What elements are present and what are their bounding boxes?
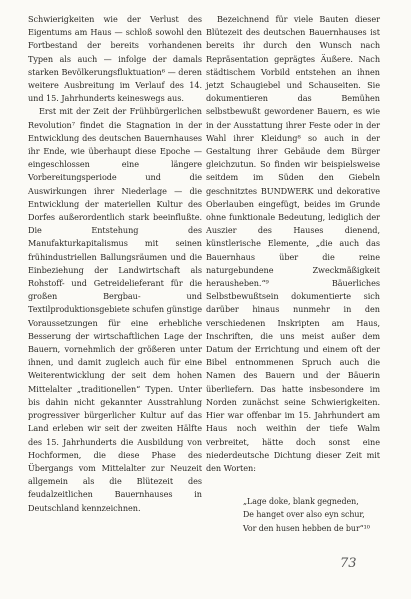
verse-line: „Lage doke, blank gegneden, [243,497,359,507]
paragraph: Bezeichnend für viele Bauten dieser Blütezeit des deutschen Bauernhauses ist bereits ihr durch den Wunsch nach Repräsentation geprägtes Äußere. Nach städtischem Vorbild entstehen an ihnen jetzt Schaugiebel und Schauseiten. Sie dokumentieren das Bemühen selbstbewußt gewordener Bauern, es wie in der Ausstattung ihrer Feste oder in der Wahl ihrer Kleidung⁸ so auch in der Gestaltung ihrer Gebäude dem Bürger gleichzutun. So finden wir beispielsweise seitdem im Süden den Giebeln geschnitztes BUNDWERK und dekorative Oberlauben eingefügt, beides im Grunde ohne funktionale Bedeutung, lediglich der Auszier des Hauses dienend, künstlerische Elemente, „die auch das Bauernhaus über die reine naturgebundene Zweckmäßigkeit herausheben.“⁹ Bäuerliches Selbstbewußtsein dokumentierte sich darüber hinaus nunmehr in den verschiedenen Inskripten am Haus, Inschriften, die uns meist außer dem Datum der Errichtung und einem oft der Bibel entnommenen Spruch auch die Namen des Bauern und der Bäuerin überliefern. Das hatte insbesondere im Norden zunächst seine Schwierigkeiten. Hier war offenbar im 15. Jahrhundert am Haus noch weithin der tiefe Walm verbreitet, hätte doch sonst eine niederdeutsche Dichtung dieser Zeit mit den Worten: [206,14,380,473]
left-column [28,13,202,515]
paragraph: Schwierigkeiten wie der Verlust des Eigentums am Haus — schloß sowohl den Fortbestand der bereits vorhandenen Typen als auch — infolge der damals starken Bevölkerungsfluktuation⁶ — deren weitere Ausbreitung im Verlauf des 14. und 15. Jahrhunderts keineswegs aus. [28,14,202,104]
right-column [206,13,380,535]
verse-quote [243,495,380,535]
verse-line: Vor den husen hebben de bur“¹⁰ [243,523,370,533]
page-number: 73 [340,556,357,571]
verse-line: De hanget over also eyn schur, [243,510,365,520]
paragraph: Erst mit der Zeit der Frühbürgerlichen Revolution⁷ findet die Stagnation in der Entwicklung des deutschen Bauernhauses ihr Ende, wie überhaupt diese Epoche — eingeschlossen eine längere Vorbereitungsperiode und die Auswirkungen ihrer Niederlage — die Entwicklung der materiellen Kultur des Dorfes außerordentlich stark beeinflußte. Die Entstehung des Manufakturkapitalismus mit seinen frühindustriellen Ballungsräumen und die Einbeziehung der Landwirtschaft als Rohstoff- und Getreidelieferant für die großen Bergbau- und Textilproduktionsgebiete schufen günstige Voraussetzungen für eine erhebliche Besserung der wirtschaftlichen Lage der Bauern, vornehmlich der größeren unter ihnen, und damit zugleich auch für eine Weiterentwicklung der seit dem hohen Mittelalter „traditionellen“ Typen. Unter bis dahin nicht gekannter Ausstrahlung progressiver bürgerlicher Kultur auf das Land erleben wir seit der zweiten Hälfte des 15. Jahrhunderts die Ausbildung von Hochformen, die diese Phase des Übergangs vom Mittelalter zur Neuzeit allgemein als die Blütezeit des feudalzeitlichen Bauernhauses in Deutschland kennzeichnen. [28,106,202,513]
